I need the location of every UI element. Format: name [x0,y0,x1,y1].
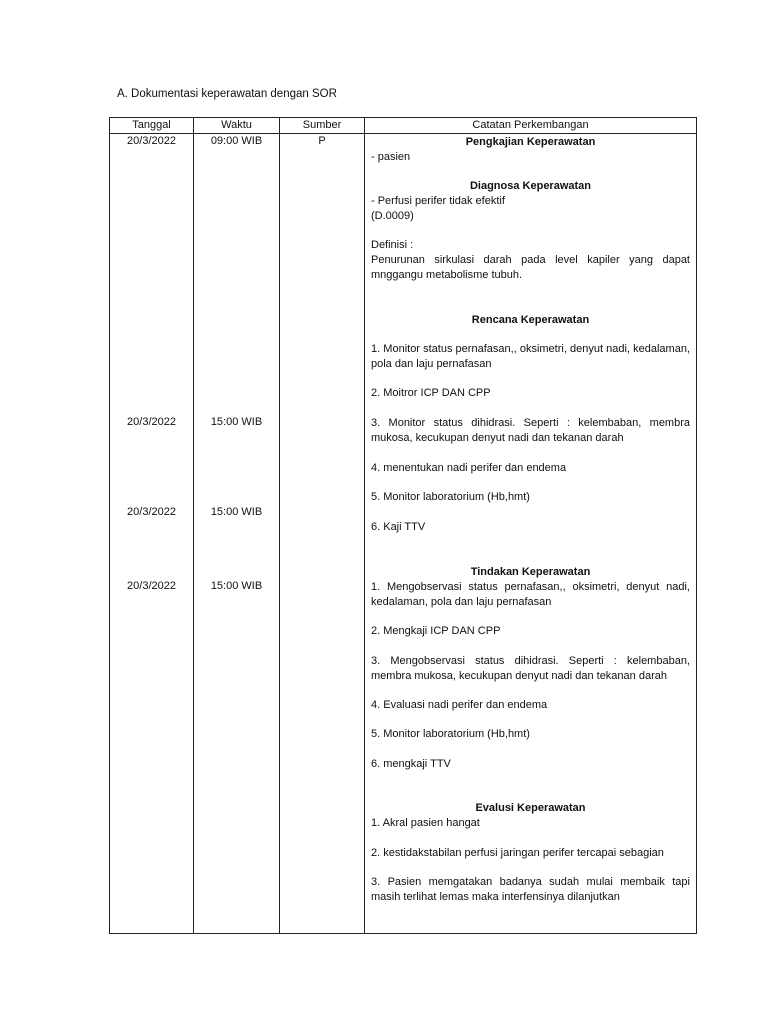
cell-waktu: 09:00 WIB [210,135,263,147]
tindakan-item: 2. Mengkaji ICP DAN CPP [371,625,501,637]
cell-tanggal: 20/3/2022 [127,506,176,518]
header-tanggal: Tanggal [132,119,171,131]
rencana-item: 4. menentukan nadi perifer dan endema [371,462,567,474]
definisi-label: Definisi : [371,239,414,251]
evaluasi-item: 3. Pasien memgatakan badanya sudah mulai membaik tapi masih terlihat lemas maka interfensinya dilanjutkan [371,876,690,903]
cell-tanggal: 20/3/2022 [127,135,176,147]
cell-waktu: 15:00 WIB [210,506,263,518]
rencana-item: 6. Kaji TTV [371,521,426,533]
diagnosa-line: - Perfusi perifer tidak efektif [371,195,505,207]
definisi-text: Penurunan sirkulasi darah pada level kapiler yang dapat mnggangu metabolisme tubuh. [371,254,690,281]
column-divider [279,118,280,933]
tindakan-item: 4. Evaluasi nadi perifer dan endema [371,699,548,711]
pengkajian-text: - pasien [371,151,411,163]
header-waktu: Waktu [221,119,252,131]
cell-waktu: 15:00 WIB [210,580,263,592]
header-divider [110,133,696,134]
column-divider [193,118,194,933]
document-heading: A. Dokumentasi keperawatan dengan SOR [117,88,337,100]
header-catatan: Catatan Perkembangan [472,119,589,131]
rencana-item: 5. Monitor laboratorium (Hb,hmt) [371,491,530,503]
tindakan-item: 1. Mengobservasi status pernafasan,, oksimetri, denyut nadi, kedalaman, pola dan laju pernafasan [371,581,690,608]
rencana-item: 1. Monitor status pernafasan,, oksimetri, denyut nadi, kedalaman, pola dan laju pernafasan [371,343,690,370]
cell-sumber: P [318,135,326,147]
sor-table [109,117,697,934]
tindakan-item: 5. Monitor laboratorium (Hb,hmt) [371,728,530,740]
diagnosa-title: Diagnosa Keperawatan [469,180,592,192]
rencana-item: 3. Monitor status dihidrasi. Seperti : kelembaban, membra mukosa, kecukupan denyut nadi dan tekanan darah [371,417,690,444]
header-sumber: Sumber [302,119,342,131]
evaluasi-title: Evalusi Keperawatan [475,802,586,814]
evaluasi-item: 2. kestidakstabilan perfusi jaringan perifer tercapai sebagian [371,847,664,859]
column-divider [364,118,365,933]
cell-tanggal: 20/3/2022 [127,580,176,592]
evaluasi-item: 1. Akral pasien hangat [371,817,480,829]
rencana-title: Rencana Keperawatan [471,314,590,326]
cell-waktu: 15:00 WIB [210,416,263,428]
rencana-item: 2. Moitror ICP DAN CPP [371,387,491,399]
tindakan-item: 6. mengkaji TTV [371,758,451,770]
pengkajian-title: Pengkajian Keperawatan [465,136,596,148]
tindakan-title: Tindakan Keperawatan [470,566,591,578]
diagnosa-code: (D.0009) [371,210,414,222]
tindakan-item: 3. Mengobservasi status dihidrasi. Seperti : kelembaban, membra mukosa, kecukupan denyut nadi dan tekanan darah [371,655,690,682]
cell-tanggal: 20/3/2022 [127,416,176,428]
